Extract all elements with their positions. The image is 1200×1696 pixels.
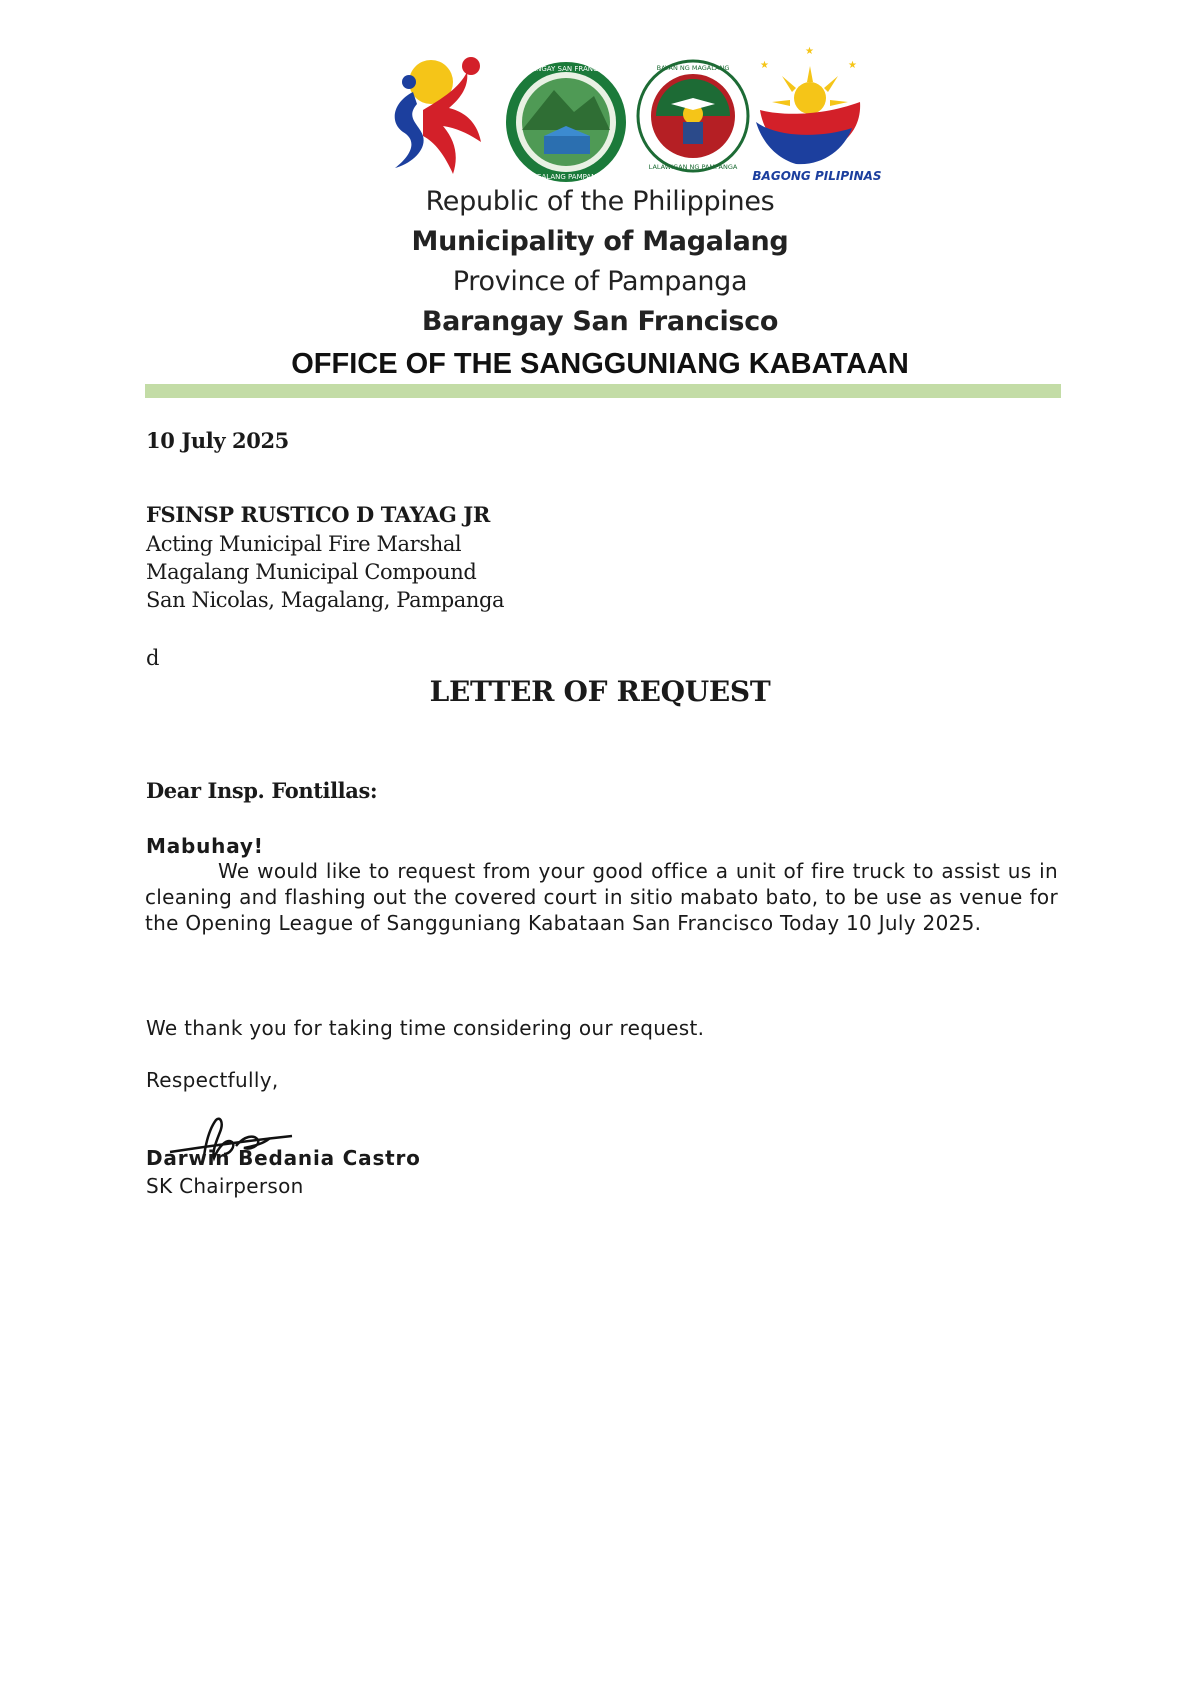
office-title: OFFICE OF THE SANGGUNIANG KABATAAN <box>291 348 909 380</box>
greeting: Mabuhay! <box>146 834 264 858</box>
svg-text:★: ★ <box>848 60 857 71</box>
svg-text:★: ★ <box>805 46 814 57</box>
letter-body <box>145 858 1058 936</box>
stray-character: d <box>146 646 160 670</box>
signer-title: SK Chairperson <box>146 1174 304 1198</box>
bagong-pilipinas-text: BAGONG PILIPINAS <box>752 169 882 183</box>
letter-title: LETTER OF REQUEST <box>429 675 771 708</box>
svg-text:BAYAN NG MAGALANG: BAYAN NG MAGALANG <box>656 64 730 72</box>
sk-logo-icon <box>383 52 495 184</box>
thanks-line: We thank you for taking time considering our request. <box>146 1016 705 1040</box>
municipality-line: Municipality of Magalang <box>411 226 789 257</box>
province-line: Province of Pampanga <box>452 266 748 297</box>
recipient-address-1: Magalang Municipal Compound <box>146 560 477 584</box>
barangay-san-francisco-seal-icon <box>504 60 628 184</box>
closing-line: Respectfully, <box>146 1068 279 1092</box>
bayan-ng-magalang-seal-icon <box>636 58 750 174</box>
barangay-line: Barangay San Francisco <box>421 306 779 337</box>
recipient-address-2: San Nicolas, Magalang, Pampanga <box>146 588 505 612</box>
svg-text:★: ★ <box>760 60 769 71</box>
republic-line: Republic of the Philippines <box>425 186 775 217</box>
signer-name: Darwin Bedania Castro <box>146 1146 421 1170</box>
recipient-position: Acting Municipal Fire Marshal <box>146 532 462 556</box>
letter-date: 10 July 2025 <box>146 428 289 453</box>
bagong-pilipinas-logo-icon <box>752 46 882 186</box>
svg-text:MAGALANG PAMPANGA: MAGALANG PAMPANGA <box>525 173 607 181</box>
body-text: We would like to request from your good office a unit of fire truck to assist us in cleaning and flashing out the covered court in sitio mabato bato, to be use as venue for the Opening League of Sangguniang Kabataan San Francisco Today 10 July 2025. <box>145 859 1058 935</box>
svg-text:BARANGAY SAN FRANCISCO: BARANGAY SAN FRANCISCO <box>517 65 615 73</box>
salutation: Dear Insp. Fontillas: <box>146 778 378 803</box>
recipient-name: FSINSP RUSTICO D TAYAG JR <box>146 502 490 527</box>
svg-text:LALAWIGAN NG PAMPANGA: LALAWIGAN NG PAMPANGA <box>648 163 738 171</box>
header-divider <box>145 384 1061 398</box>
